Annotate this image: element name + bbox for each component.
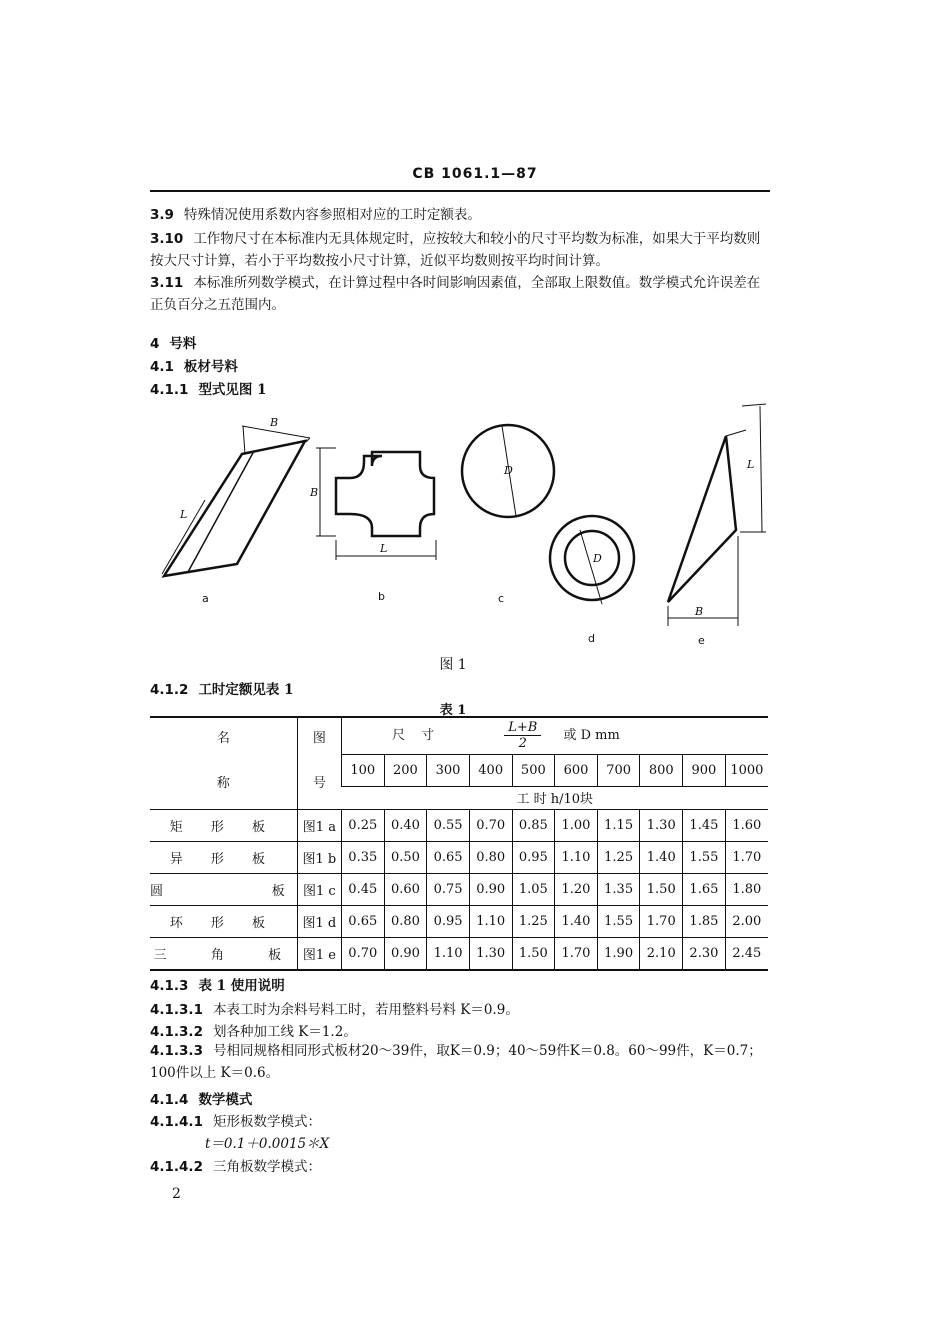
value-cell: 1.00: [555, 809, 598, 841]
page-number: 2: [172, 1186, 181, 1202]
clause-number: 4.1.3: [150, 978, 189, 994]
section-4-1-heading: [150, 355, 238, 375]
note-4-1-4-1: [150, 1110, 321, 1130]
clause-text: 号相同规格相同形式板材20～39件，取K＝0.9；40～59件K＝0.8。60～99件，K＝0.7；100件以上 K＝0.6。: [150, 1043, 762, 1081]
figure-b-cross-plate: [316, 442, 436, 560]
value-cell: 1.40: [640, 841, 683, 873]
value-cell: 1.85: [683, 905, 726, 937]
row-name: 圆 板: [150, 873, 297, 905]
row-fig: 图1 b: [297, 841, 341, 873]
value-cell: 1.25: [597, 841, 640, 873]
section-number: 4.1.2: [150, 682, 189, 698]
section-number: 4.1.1: [150, 382, 189, 398]
value-cell: 1.10: [427, 937, 470, 970]
size-cell: 400: [469, 754, 512, 786]
clause-text: 表 1 使用说明: [198, 978, 285, 994]
clause-number: 4.1.4.2: [150, 1159, 203, 1175]
table-1: [150, 716, 768, 971]
value-cell: 0.70: [469, 809, 512, 841]
value-cell: 1.50: [512, 937, 555, 970]
panel-label-a: a: [202, 592, 209, 605]
header-size-formula: [341, 717, 768, 754]
clause-text: 数学模式: [198, 1092, 253, 1108]
value-cell: 1.90: [597, 937, 640, 970]
dim-label-d-c: D: [504, 464, 513, 477]
value-cell: 1.70: [640, 905, 683, 937]
value-cell: 0.80: [469, 841, 512, 873]
clause-number: 3.10: [150, 231, 184, 247]
note-4-1-3-2: [150, 1020, 357, 1040]
note-4-1-4-heading: [150, 1088, 252, 1108]
table-1-title: 表 1: [439, 703, 467, 718]
value-cell: 1.10: [469, 905, 512, 937]
figure-d-ring: [550, 516, 634, 604]
size-cell: 800: [640, 754, 683, 786]
table-header-row-sizes: [150, 754, 768, 786]
table-row: [150, 841, 768, 873]
value-cell: 1.60: [725, 809, 768, 841]
header-fig-top: 图: [297, 717, 341, 754]
dim-label-b-a: B: [270, 416, 279, 429]
value-cell: 0.90: [469, 873, 512, 905]
document-code: CB 1061.1—87: [412, 166, 538, 182]
header-fig-bottom: 号: [297, 754, 341, 809]
paragraph-3-9: [150, 204, 770, 226]
row-fig: 图1 e: [297, 937, 341, 970]
dim-label-l-a: L: [180, 508, 188, 521]
panel-label-c: c: [498, 592, 505, 605]
clause-text: 三角板数学模式：: [212, 1159, 321, 1175]
value-cell: 0.75: [427, 873, 470, 905]
clause-text: 划各种加工线 K＝1.2。: [212, 1024, 357, 1040]
dim-label-d-d: D: [593, 552, 602, 565]
value-cell: 1.30: [469, 937, 512, 970]
value-cell: 1.50: [640, 873, 683, 905]
clause-number: 3.11: [150, 275, 184, 291]
value-cell: 1.10: [555, 841, 598, 873]
value-cell: 1.35: [597, 873, 640, 905]
dim-label-b-e: B: [695, 605, 704, 618]
clause-number: 4.1.3.2: [150, 1024, 203, 1040]
value-cell: 1.70: [555, 937, 598, 970]
size-cell: 600: [555, 754, 598, 786]
row-name: 环 形 板: [150, 905, 297, 937]
section-number: 4.1: [150, 359, 174, 375]
formula-rectangle: t＝0.1＋0.0015＊X: [205, 1136, 330, 1152]
header-rule: [150, 190, 770, 192]
value-cell: 1.25: [512, 905, 555, 937]
header-name-bottom: 称: [150, 754, 297, 809]
value-cell: 0.45: [341, 873, 384, 905]
row-name: 矩 形 板: [150, 809, 297, 841]
value-cell: 0.95: [512, 841, 555, 873]
section-title: 号料: [169, 336, 197, 352]
section-number: 4: [150, 336, 160, 352]
dim-label-l-b: L: [380, 542, 388, 555]
size-cell: 900: [683, 754, 726, 786]
table-row: [150, 873, 768, 905]
value-cell: 0.70: [341, 937, 384, 970]
value-cell: 0.55: [427, 809, 470, 841]
table-header-row-1: [150, 717, 768, 754]
table-row: [150, 809, 768, 841]
note-4-1-3-heading: [150, 974, 285, 994]
size-cell: 200: [384, 754, 427, 786]
section-4-1-2-heading: [150, 678, 294, 698]
value-cell: 0.65: [427, 841, 470, 873]
note-4-1-4-2: [150, 1155, 321, 1175]
value-cell: 1.55: [683, 841, 726, 873]
fraction-numerator: L+B: [504, 720, 541, 736]
size-cell: 100: [341, 754, 384, 786]
clause-text: 矩形板数学模式：: [212, 1114, 321, 1130]
note-4-1-3-3: [150, 1040, 770, 1084]
value-cell: 1.05: [512, 873, 555, 905]
header-name-top: 名: [150, 717, 297, 754]
clause-number: 4.1.3.3: [150, 1043, 203, 1059]
row-fig: 图1 a: [297, 809, 341, 841]
table-row: [150, 905, 768, 937]
note-4-1-3-1: [150, 998, 519, 1018]
size-cell: 700: [597, 754, 640, 786]
value-cell: 1.45: [683, 809, 726, 841]
value-cell: 1.15: [597, 809, 640, 841]
size-fraction: [504, 720, 541, 751]
value-cell: 0.40: [384, 809, 427, 841]
section-4-1-1-heading: [150, 378, 267, 398]
clause-number: 3.9: [150, 207, 174, 223]
panel-label-b: b: [378, 590, 385, 603]
paragraph-3-11: [150, 272, 770, 316]
clause-text: 工作物尺寸在本标准内无具体规定时，应按较大和较小的尺寸平均数为标准，如果大于平均数则按大尺寸计算，若小于平均数按小尺寸计算，近似平均数则按平均时间计算。: [150, 231, 761, 269]
size-cell: 1000: [725, 754, 768, 786]
figure-e-triangle: [668, 404, 766, 626]
value-cell: 0.80: [384, 905, 427, 937]
unit-label: 工 时 h/10块: [341, 786, 768, 809]
figure-1-drawings: [150, 396, 780, 658]
section-title: 型式见图 1: [198, 382, 267, 398]
clause-text: 特殊情况使用系数内容参照相对应的工时定额表。: [183, 207, 481, 223]
section-4-heading: [150, 332, 196, 352]
value-cell: 0.25: [341, 809, 384, 841]
clause-text: 本标准所列数学模式，在计算过程中各时间影响因素值，全部取上限数值。数学模式允许误差在正负百分之五范围内。: [150, 275, 761, 313]
row-fig: 图1 c: [297, 873, 341, 905]
value-cell: 1.55: [597, 905, 640, 937]
value-cell: 2.30: [683, 937, 726, 970]
value-cell: 0.35: [341, 841, 384, 873]
row-fig: 图1 d: [297, 905, 341, 937]
size-cell: 300: [427, 754, 470, 786]
value-cell: 0.85: [512, 809, 555, 841]
dim-label-l-e: L: [747, 458, 755, 471]
value-cell: 2.10: [640, 937, 683, 970]
figure-1-caption: 图 1: [439, 657, 467, 673]
value-cell: 1.40: [555, 905, 598, 937]
value-cell: 0.60: [384, 873, 427, 905]
clause-number: 4.1.4.1: [150, 1114, 203, 1130]
dim-label-b-b: B: [310, 486, 319, 499]
value-cell: 1.30: [640, 809, 683, 841]
row-name: 三 角 板: [150, 937, 297, 970]
value-cell: 1.20: [555, 873, 598, 905]
size-label: 尺 寸: [391, 728, 441, 744]
table-row: [150, 937, 768, 970]
or-d-label: 或 D mm: [563, 728, 620, 744]
panel-label-d: d: [588, 632, 595, 645]
clause-text: 本表工时为余料号料工时，若用整料号料 K＝0.9。: [212, 1002, 519, 1018]
clause-number: 4.1.3.1: [150, 1002, 203, 1018]
value-cell: 1.80: [725, 873, 768, 905]
value-cell: 1.70: [725, 841, 768, 873]
value-cell: 0.95: [427, 905, 470, 937]
row-name: 异 形 板: [150, 841, 297, 873]
value-cell: 2.45: [725, 937, 768, 970]
section-title: 工时定额见表 1: [198, 682, 294, 698]
value-cell: 0.50: [384, 841, 427, 873]
value-cell: 0.90: [384, 937, 427, 970]
value-cell: 1.65: [683, 873, 726, 905]
size-cell: 500: [512, 754, 555, 786]
clause-number: 4.1.4: [150, 1092, 189, 1108]
section-title: 板材号料: [183, 359, 238, 375]
value-cell: 0.65: [341, 905, 384, 937]
figure-a-parallelogram: [162, 426, 310, 576]
paragraph-3-10: [150, 228, 770, 272]
fraction-denominator: 2: [518, 736, 527, 752]
panel-label-e: e: [698, 634, 705, 647]
value-cell: 2.00: [725, 905, 768, 937]
